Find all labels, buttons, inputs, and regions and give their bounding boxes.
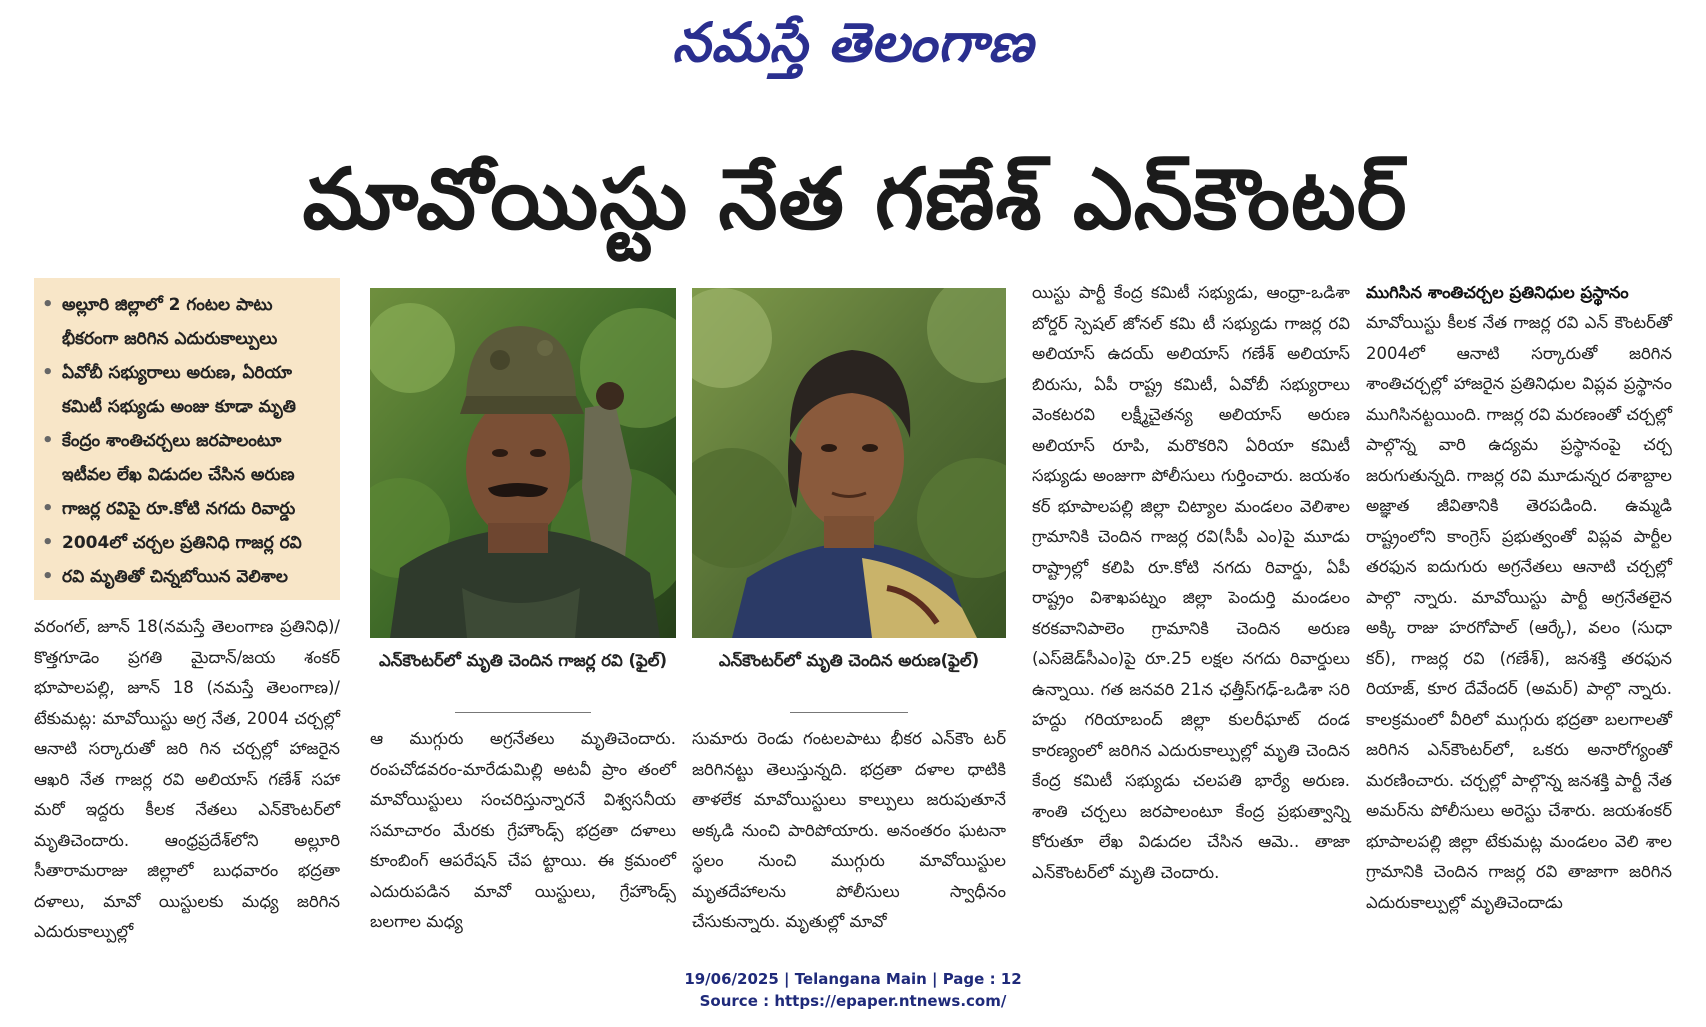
bullet-icon: • <box>42 498 54 519</box>
column-subheading: ముగిసిన శాంతిచర్చల ప్రతినిధుల ప్రస్థానం <box>1366 283 1629 302</box>
highlight-text: గాజర్ల రవిపై రూ.కోటి నగదు రివార్డు <box>62 499 296 519</box>
portrait-man-image <box>370 288 676 638</box>
bullet-icon: • <box>42 532 54 553</box>
article-headline: మావోయిస్టు నేత గణేశ్ ఎన్‌కౌంటర్ <box>302 150 1408 248</box>
footer-source-link[interactable]: Source : https://epaper.ntnews.com/ <box>699 992 1007 1010</box>
highlight-text: అల్లూరి జిల్లాలో 2 గంటల పాటు భీకరంగా జరిగిన ఎదురుకాల్పులు <box>62 295 278 349</box>
highlight-item <box>42 288 332 356</box>
footer-date-line: 19/06/2025 | Telangana Main | Page : 12 <box>684 970 1022 988</box>
portrait-woman-image <box>692 288 1006 638</box>
article-column-4: యిస్టు పార్టీ కేంద్ర కమిటీ సభ్యుడు, ఆంధ్రా-ఒడిశా బోర్డర్ స్పెషల్ జోనల్ కమి టీ సభ్యుడు గాజర్ల రవి అలియాస్ ఉదయ్ అలియాస్ గణేశ్ అలియాస్ బిరుసు, ఏపీ రాష్ట్ర కమిటీ, ఏవోబీ సభ్యురాలు వెంకటరవి లక్ష్మీచైతన్య అలియాస్ అరుణ అలియాస్ రూపి, మరొకరిని ఏరియా కమిటీ సభ్యుడు అంజుగా పోలీసులు గుర్తించారు. జయశం కర్ భూపాలపల్లి జిల్లా చిట్యాల మండలం వెలిశాల గ్రామానికి చెందిన గాజర్ల రవి(సీపీ ఎం)పై మూడు రాష్ట్రాల్లో కలిపి రూ.కోటి నగదు రివార్డు, ఏపీ రాష్ట్రం విశాఖపట్నం జిల్లా పెందుర్తి మండలం కరకవానిపాలెం గ్రామానికి చెందిన అరుణ (ఎస్‌జెడ్‌సీఎం)పై రూ.25 లక్షల నగదు రివార్డులు ఉన్నాయి. గత జనవరి 21న ఛత్తీస్‌గఢ్-ఒడిశా సరి హద్దు గరియాబంద్ జిల్లా కులరీఘాట్ దండ కారణ్యంలో జరిగిన ఎదురుకాల్పుల్లో మృతి చెందిన కేంద్ర కమిటీ సభ్యుడు చలపతి భార్యే అరుణ. శాంతి చర్చలు జరపాలంటూ కేంద్ర ప్రభుత్వాన్ని కోరుతూ లేఖ విడుదల చేసిన ఆమె.. తాజా ఎన్‌కౌంటర్‌లో మృతి చెందారు. <box>1032 283 1350 882</box>
highlight-item <box>42 492 332 526</box>
photo-caption-aruna: ఎన్‌కౌంటర్‌లో మృతి చెందిన అరుణ(ఫైల్) <box>718 651 980 670</box>
bullet-icon: • <box>42 430 54 451</box>
highlight-item <box>42 526 332 560</box>
highlight-text: కేంద్రం శాంతిచర్చలు జరపాలంటూ ఇటీవల లేఖ విడుదల చేసిన అరుణ <box>62 431 295 485</box>
article-column-1: వరంగల్, జూన్ 18(నమస్తే తెలంగాణ ప్రతినిధి)/కొత్తగూడెం ప్రగతి మైదాన్/జయ శంకర్ భూపాలపల్లి, జూన్ 18 (నమస్తే తెలంగాణ)/టేకుమట్ల: మావోయిస్టు అగ్ర నేత, 2004 చర్చల్లో ఆనాటి సర్కారుతో జరి గిన చర్చల్లో హాజరైన ఆఖరి నేత గాజర్ల రవి అలియాస్ గణేశ్ సహా మరో ఇద్దరు కీలక నేతలు ఎన్‌కౌంటర్‌లో మృతిచెందారు. ఆంధ్రప్రదేశ్‌లోని అల్లూరి సీతారామరాజు జిల్లాలో బుధవారం భద్రతా దళాలు, మావో యిస్టులకు మధ్య జరిగిన ఎదురుకాల్పుల్లో <box>34 617 340 941</box>
highlight-text: రవి మృతితో చిన్నబోయిన వెలిశాల <box>62 567 288 587</box>
column-5-body: మావోయిస్టు కీలక నేత గాజర్ల రవి ఎన్ కౌంటర్‌తో 2004లో ఆనాటి సర్కారుతో జరిగిన శాంతిచర్చల్లో హాజరైన ప్రతినిధుల విప్లవ ప్రస్థానం ముగిసినట్టయింది. గాజర్ల రవి మరణంతో చర్చల్లో పాల్గొన్న వారి ఉద్యమ ప్రస్థానంపై చర్చ జరుగుతున్నది. గాజర్ల రవి మూడున్నర దశాబ్దాల అజ్ఞాత జీవితానికి తెరపడింది. ఉమ్మడి రాష్ట్రంలోని కాంగ్రెస్ ప్రభుత్వంతో విప్లవ పార్టీల తరఫున ఐదుగురు అగ్రనేతలు ఆనాటి చర్చల్లో పాల్గొ న్నారు. మావోయిస్టు పార్టీ అగ్రనేతలైన అక్కి రాజు హరగోపాల్ (ఆర్కే), వలం (సుధా కర్), గాజర్ల రవి (గణేశ్), జనశక్తి తరఫున రియాజ్, కూర దేవేందర్ (అమర్) పాల్గొ న్నారు. కాలక్రమంలో వీరిలో ముగ్గురు భద్రతా బలగాలతో జరిగిన ఎన్‌కౌంటర్‌లో, ఒకరు అనారోగ్యంతో మరణించారు. చర్చల్లో పాల్గొన్న జనశక్తి పార్టీ నేత అమర్‌ను పోలీసులు అరెస్టు చేశారు. జయశంకర్ భూపాలపల్లి జిల్లా టేకుమట్ల మండలం వెలి శాల గ్రామానికి చెందిన గాజర్ల రవి తాజాగా జరిగిన ఎదురుకాల్పుల్లో మృతిచెందాడు <box>1366 313 1672 912</box>
photo-aruna <box>692 288 1006 638</box>
photo-caption-ravi: ఎన్‌కౌంటర్‌లో మృతి చెందిన గాజర్ల రవి (ఫైల్) <box>379 651 667 670</box>
bullet-icon: • <box>42 566 54 587</box>
article-column-2: ఆ ముగ్గురు అగ్రనేతలు మృతిచెందారు. రంపచోడవరం-మారేడుమిల్లి అటవీ ప్రాం తంలో మావోయిస్టులు సంచరిస్తున్నారనే విశ్వసనీయ సమాచారం మేరకు గ్రేహౌండ్స్ భద్రతా దళాలు కూంబింగ్ ఆపరేషన్ చేప ట్టాయి. ఈ క్రమంలో ఎదురుపడిన మావో యిస్టులు, గ్రేహౌండ్స్ బలగాల మధ్య <box>370 729 676 931</box>
highlight-item <box>42 356 332 424</box>
highlight-item <box>42 424 332 492</box>
highlight-text: 2004లో చర్చల ప్రతినిధి గాజర్ల రవి <box>62 533 302 553</box>
bullet-icon: • <box>42 294 54 315</box>
newspaper-masthead: నమస్తే తెలంగాణ <box>672 11 1034 74</box>
caption-underline <box>790 712 908 713</box>
highlights-box <box>34 278 340 600</box>
article-column-5 <box>1366 278 1672 918</box>
highlight-text: ఏవోబీ సభ్యురాలు అరుణ, ఏరియా కమిటీ సభ్యుడు అంజు కూడా మృతి <box>62 363 296 417</box>
caption-underline <box>455 712 591 713</box>
article-column-3: సుమారు రెండు గంటలపాటు భీకర ఎన్‌కౌం టర్ జరిగినట్టు తెలుస్తున్నది. భద్రతా దళాల ధాటికి తాళలేక మావోయిస్టులు కాల్పులు జరుపుతూనే అక్కడి నుంచి పారిపోయారు. అనంతరం ఘటనా స్థలం నుంచి ముగ్గురు మావోయిస్టుల మృతదేహాలను పోలీసులు స్వాధీనం చేసుకున్నారు. మృతుల్లో మావో <box>692 729 1006 931</box>
highlight-item <box>42 560 332 594</box>
bullet-icon: • <box>42 362 54 383</box>
photo-gajarla-ravi <box>370 288 676 638</box>
